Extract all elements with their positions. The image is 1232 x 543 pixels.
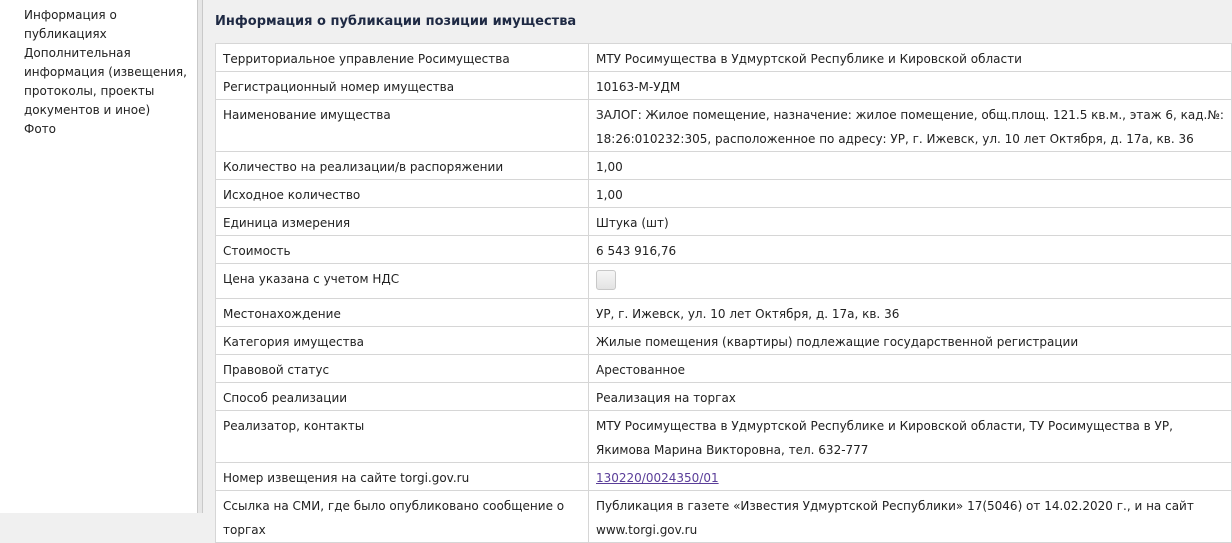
table-row [216, 355, 1232, 383]
row-value-seller-contacts: МТУ Росимущества в Удмуртской Республике и Кировской области, ТУ Росимущества в УР, Якимова Марина Викторовна, тел. 632-777 [589, 411, 1232, 463]
notice-number-link[interactable]: 130220/0024350/01 [596, 471, 719, 485]
table-row [216, 180, 1232, 208]
sidebar-item-photo[interactable]: Фото [24, 122, 57, 136]
main-content [204, 0, 1232, 537]
row-value-initial-quantity: 1,00 [589, 180, 1232, 208]
row-label-location: Местонахождение [216, 299, 589, 327]
table-row [216, 152, 1232, 180]
row-label-seller-contacts: Реализатор, контакты [216, 411, 589, 463]
row-label-unit: Единица измерения [216, 208, 589, 236]
table-row [216, 299, 1232, 327]
table-row [216, 327, 1232, 355]
row-value-location: УР, г. Ижевск, ул. 10 лет Октября, д. 17а, кв. 36 [589, 299, 1232, 327]
row-label-legal-status: Правовой статус [216, 355, 589, 383]
row-value-cost: 6 543 916,76 [589, 236, 1232, 264]
row-label-vat-included: Цена указана с учетом НДС [216, 264, 589, 299]
table-row [216, 208, 1232, 236]
row-value-sale-method: Реализация на торгах [589, 383, 1232, 411]
property-info-table [215, 43, 1232, 543]
table-row [216, 72, 1232, 100]
row-value-territorial-office: МТУ Росимущества в Удмуртской Республике и Кировской области [589, 44, 1232, 72]
row-value-notice-number [589, 463, 1232, 491]
vat-included-checkbox[interactable] [596, 270, 616, 290]
table-row [216, 491, 1232, 543]
sidebar-item-publications-info[interactable]: Информация о публикациях [24, 8, 117, 41]
table-row [216, 264, 1232, 299]
row-value-category: Жилые помещения (квартиры) подлежащие государственной регистрации [589, 327, 1232, 355]
table-row [216, 411, 1232, 463]
row-value-registration-number: 10163-М-УДМ [589, 72, 1232, 100]
row-label-cost: Стоимость [216, 236, 589, 264]
row-value-unit: Штука (шт) [589, 208, 1232, 236]
sidebar-menu [0, 0, 197, 139]
row-value-vat-included [589, 264, 1232, 299]
table-row [216, 463, 1232, 491]
row-label-category: Категория имущества [216, 327, 589, 355]
table-row [216, 100, 1232, 152]
row-value-media-link: Публикация в газете «Известия Удмуртской Республики» 17(5046) от 14.02.2020 г., и на сайт www.torgi.gov.ru [589, 491, 1232, 543]
row-label-property-name: Наименование имущества [216, 100, 589, 152]
sidebar-item-additional-info[interactable]: Дополнительная информация (извещения, протоколы, проекты документов и иное) [24, 46, 187, 117]
row-value-quantity-available: 1,00 [589, 152, 1232, 180]
row-label-territorial-office: Территориальное управление Росимущества [216, 44, 589, 72]
row-value-legal-status: Арестованное [589, 355, 1232, 383]
row-value-property-name: ЗАЛОГ: Жилое помещение, назначение: жилое помещение, общ.площ. 121.5 кв.м., этаж 6, кад.№: 18:26:010232:305, расположенное по адресу: УР, г. Ижевск, ул. 10 лет Октября, д. 17а, кв. 36 [589, 100, 1232, 152]
page-title: Информация о публикации позиции имущества [215, 14, 577, 29]
table-row [216, 383, 1232, 411]
row-label-initial-quantity: Исходное количество [216, 180, 589, 208]
table-row [216, 44, 1232, 72]
sidebar-splitter[interactable] [198, 0, 203, 513]
row-label-quantity-available: Количество на реализации/в распоряжении [216, 152, 589, 180]
row-label-media-link: Ссылка на СМИ, где было опубликовано сообщение о торгах [216, 491, 589, 543]
row-label-notice-number: Номер извещения на сайте torgi.gov.ru [216, 463, 589, 491]
row-label-registration-number: Регистрационный номер имущества [216, 72, 589, 100]
table-row [216, 236, 1232, 264]
row-label-sale-method: Способ реализации [216, 383, 589, 411]
sidebar [0, 0, 198, 513]
